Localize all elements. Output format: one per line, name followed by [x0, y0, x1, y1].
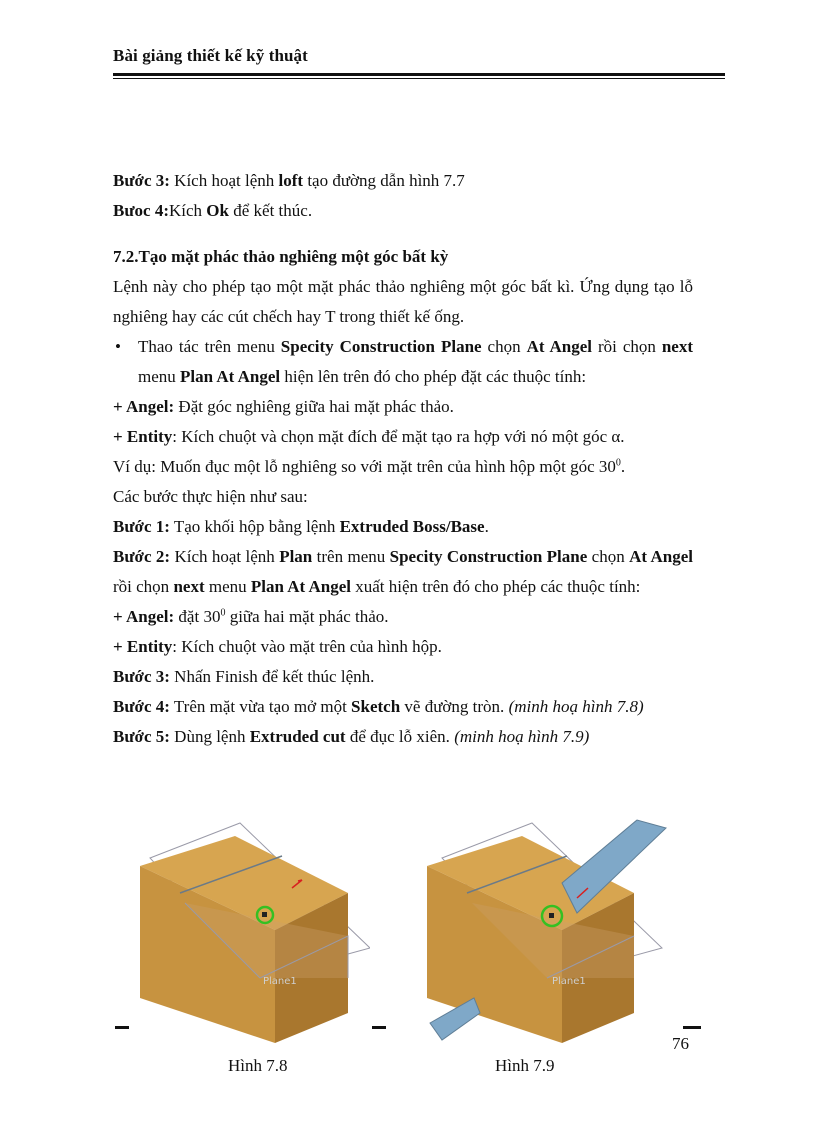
header-rule-thick: [113, 73, 725, 76]
section-heading: 7.2.Tạo mặt phác thảo nghiêng một góc bất kỳ: [113, 247, 449, 266]
footer-rule-segment: [372, 1026, 386, 1029]
header-title: Bài giảng thiết kế kỹ thuật: [113, 46, 308, 65]
step-3b-paragraph: Bước 3: Nhấn Finish để kết thúc lệnh.: [113, 667, 375, 686]
figure-caption-7-8: Hình 7.8: [228, 1056, 288, 1075]
header-rule-thin: [113, 78, 725, 79]
bullet-icon: •: [115, 337, 121, 356]
step-5-paragraph: Bước 5: Dùng lệnh Extruded cut để đục lỗ xiên. (minh hoạ hình 7.9): [113, 727, 590, 746]
footer-rule-segment: [115, 1026, 129, 1029]
step-2-paragraph: Bước 2: Kích hoạt lệnh Plan trên menu Specity Construction Plane chọn At Angel rồi chọn next menu Plan At Angel xuất hiện trên đó cho phép các thuộc tính:: [113, 547, 694, 596]
entity2-paragraph: + Entity: Kích chuột vào mặt trên của hình hộp.: [113, 637, 442, 656]
box-model-with-hole: [412, 818, 672, 1043]
bullet-text: Thao tác trên menu Specity Construction Plane chọn At Angel rồi chọn next menu Plan At Angel hiện lên trên đó cho phép đặt các thuộc tính:: [138, 337, 694, 386]
page-number: 76: [672, 1034, 689, 1053]
angel2-paragraph: + Angel: đặt $30^0$ giữa hai mặt phác thảo.: [113, 607, 389, 626]
figure-caption-7-9: Hình 7.9: [495, 1056, 555, 1075]
circle-center-point: [549, 913, 554, 918]
figure-7-9: [412, 818, 672, 1043]
bullet-item: [113, 332, 693, 392]
step-3-paragraph: Bước 3: Kích hoạt lệnh loft tạo đường dẫn hình 7.7: [113, 171, 465, 190]
page-header: [113, 46, 725, 66]
figure-7-8: [120, 818, 370, 1043]
footer-rule-segment: [683, 1026, 701, 1029]
intro-paragraph: Lệnh này cho phép tạo một mặt phác thảo nghiêng một góc bất kì. Ứng dụng tạo lỗ nghiêng hay các cút chếch hay T trong thiết kế ống.: [113, 277, 693, 326]
plane-label: Plane1: [552, 976, 586, 987]
steps-intro: Các bước thực hiện như sau:: [113, 487, 308, 506]
entity-paragraph: + Entity: Kích chuột và chọn mặt đích để mặt tạo ra hợp với nó một góc α.: [113, 427, 625, 446]
circle-center-point: [262, 912, 267, 917]
step-4b-paragraph: Bước 4: Trên mặt vừa tạo mở một Sketch vẽ đường tròn. (minh hoạ hình 7.8): [113, 697, 644, 716]
document-body: [113, 166, 693, 752]
step-1-paragraph: Bước 1: Tạo khối hộp bằng lệnh Extruded Boss/Base.: [113, 517, 489, 536]
step-label: Bước 3:: [113, 171, 170, 190]
plane-label: Plane1: [263, 976, 297, 987]
box-model-with-circle: [120, 818, 370, 1043]
step-label: Bưoc 4:: [113, 201, 169, 220]
example-paragraph: Ví dụ: Muốn đục một lỗ nghiêng so với mặt trên của hình hộp một góc $30^0$.: [113, 457, 626, 476]
angel-paragraph: + Angel: Đặt góc nghiêng giữa hai mặt phác thảo.: [113, 397, 454, 416]
step-4-paragraph: Bưoc 4:Kích Ok để kết thúc.: [113, 201, 313, 220]
